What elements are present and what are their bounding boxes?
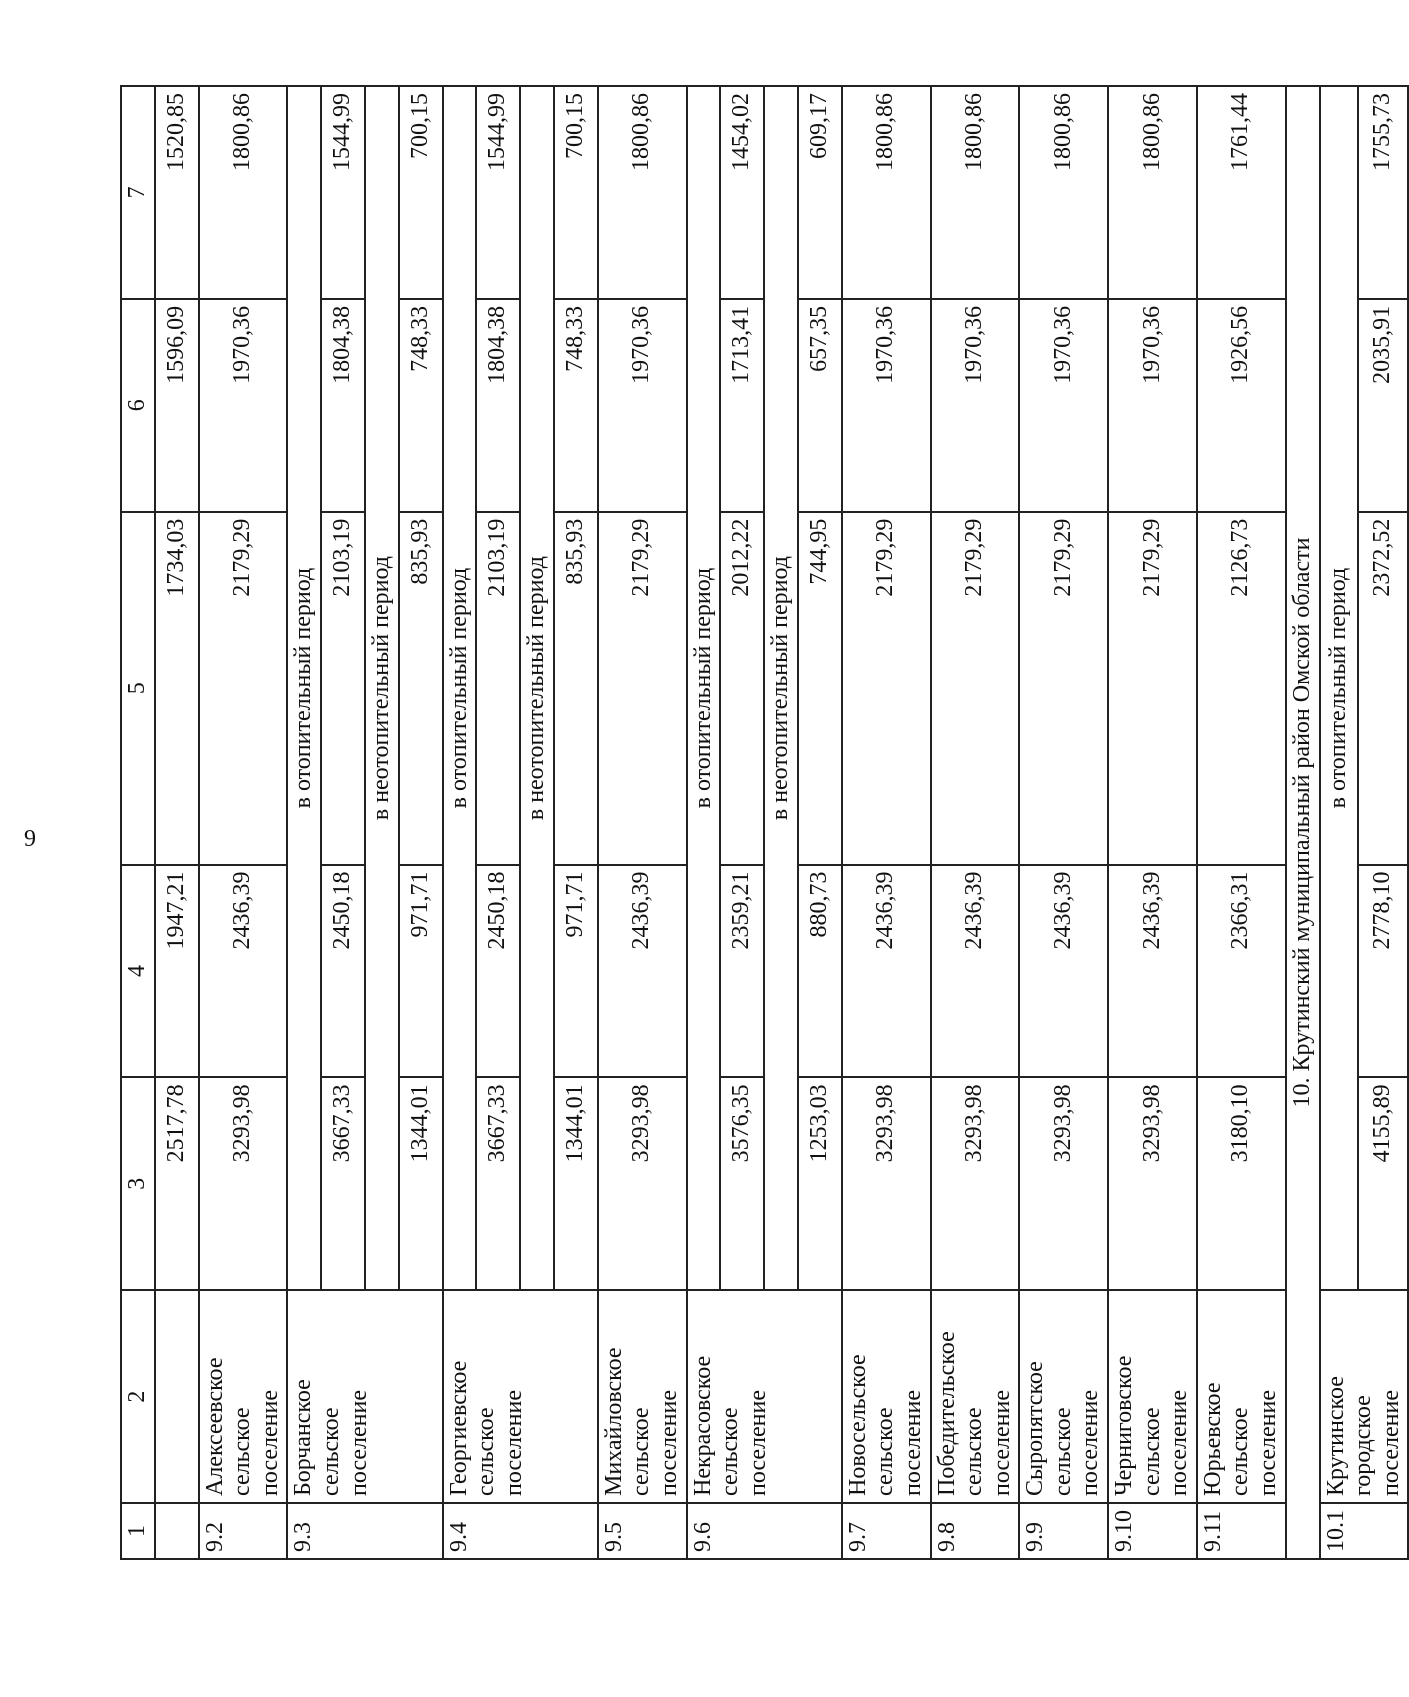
row-number: 9.4 — [443, 1503, 598, 1559]
tariff-value: 880,73 — [798, 865, 842, 1078]
period-row — [287, 86, 321, 1559]
table-row — [155, 86, 199, 1559]
period-label: в неотопительный период — [520, 86, 554, 1290]
tariff-value: 1800,86 — [199, 86, 288, 299]
tariff-value: 3293,98 — [1019, 1077, 1108, 1290]
settlement-name — [155, 1290, 199, 1503]
tariff-value: 1926,56 — [1197, 299, 1286, 512]
tariff-value: 2179,29 — [1019, 512, 1108, 865]
tariff-value: 2179,29 — [1108, 512, 1197, 865]
tariff-value: 971,71 — [554, 865, 598, 1078]
tariff-value: 2179,29 — [842, 512, 931, 865]
period-label: в отопительный период — [287, 86, 321, 1290]
tariff-value: 1804,38 — [476, 299, 520, 512]
settlement-name: Новосельское сельское поселение — [842, 1290, 931, 1503]
row-number: 9.2 — [199, 1503, 288, 1559]
tariff-value: 2035,91 — [1358, 299, 1408, 512]
settlement-name: Борчанское сельское поселение — [287, 1290, 442, 1503]
row-number: 9.3 — [287, 1503, 442, 1559]
section-row — [1286, 86, 1320, 1559]
row-number: 9.5 — [598, 1503, 687, 1559]
tariff-value: 3293,98 — [842, 1077, 931, 1290]
tariff-value: 1800,86 — [1019, 86, 1108, 299]
tariff-value: 3293,98 — [931, 1077, 1020, 1290]
tariff-value: 1800,86 — [931, 86, 1020, 299]
tariff-value: 700,15 — [554, 86, 598, 299]
tariff-value: 744,95 — [798, 512, 842, 865]
tariff-value: 2103,19 — [321, 512, 365, 865]
tariff-value: 2436,39 — [1108, 865, 1197, 1078]
tariff-value: 2366,31 — [1197, 865, 1286, 1078]
header-cell: 2 — [121, 1290, 155, 1503]
period-label: в отопительный период — [443, 86, 477, 1290]
tariff-value: 1454,02 — [720, 86, 764, 299]
tariff-value: 971,71 — [399, 865, 443, 1078]
tariff-value: 2179,29 — [199, 512, 288, 865]
header-cell: 6 — [121, 299, 155, 512]
period-row — [687, 86, 721, 1559]
table-row — [842, 86, 931, 1559]
tariff-value: 1800,86 — [1108, 86, 1197, 299]
tariff-value: 1520,85 — [155, 86, 199, 299]
tariff-table-container — [120, 85, 1404, 1560]
settlement-name: Михайловское сельское поселение — [598, 1290, 687, 1503]
tariff-value: 1344,01 — [554, 1077, 598, 1290]
tariff-value: 748,33 — [554, 299, 598, 512]
period-row — [443, 86, 477, 1559]
tariff-value: 2359,21 — [720, 865, 764, 1078]
tariff-value: 2436,39 — [931, 865, 1020, 1078]
tariff-value: 2436,39 — [1019, 865, 1108, 1078]
tariff-value: 1800,86 — [842, 86, 931, 299]
tariff-value: 1734,03 — [155, 512, 199, 865]
tariff-table-rotated — [120, 85, 1404, 1560]
tariff-value: 700,15 — [399, 86, 443, 299]
tariff-value: 3576,35 — [720, 1077, 764, 1290]
period-label: в неотопительный период — [365, 86, 399, 1290]
settlement-name: Некрасовское сельское поселение — [687, 1290, 842, 1503]
tariff-value: 2450,18 — [476, 865, 520, 1078]
tariff-value: 2103,19 — [476, 512, 520, 865]
tariff-value: 1970,36 — [1019, 299, 1108, 512]
tariff-value: 2450,18 — [321, 865, 365, 1078]
tariff-value: 835,93 — [554, 512, 598, 865]
tariff-value: 1755,73 — [1358, 86, 1408, 299]
page-number — [24, 826, 36, 853]
header-cell: 7 — [121, 86, 155, 299]
tariff-value: 2179,29 — [931, 512, 1020, 865]
row-number: 9.6 — [687, 1503, 842, 1559]
tariff-value: 1544,99 — [321, 86, 365, 299]
tariff-value: 1970,36 — [1108, 299, 1197, 512]
tariff-table-body — [121, 86, 1408, 1559]
row-number — [155, 1503, 199, 1559]
period-label: в отопительный период — [1320, 86, 1358, 1290]
row-number: 10.1 — [1320, 1503, 1409, 1559]
period-label: в неотопительный период — [764, 86, 798, 1290]
tariff-value: 1713,41 — [720, 299, 764, 512]
table-row — [1019, 86, 1108, 1559]
settlement-name: Крутинское городское поселение — [1320, 1290, 1409, 1503]
tariff-value: 2012,22 — [720, 512, 764, 865]
tariff-value: 2778,10 — [1358, 865, 1408, 1078]
tariff-value: 1970,36 — [199, 299, 288, 512]
settlement-name: Сыропятское сельское поселение — [1019, 1290, 1108, 1503]
period-row — [1320, 86, 1358, 1559]
row-number: 9.10 — [1108, 1503, 1197, 1559]
tariff-value: 1253,03 — [798, 1077, 842, 1290]
tariff-value: 2436,39 — [842, 865, 931, 1078]
header-cell: 1 — [121, 1503, 155, 1559]
header-cell: 5 — [121, 512, 155, 865]
settlement-name: Алексеевское сельское поселение — [199, 1290, 288, 1503]
tariff-value: 748,33 — [399, 299, 443, 512]
tariff-value: 3293,98 — [1108, 1077, 1197, 1290]
table-row — [1197, 86, 1286, 1559]
tariff-value: 1947,21 — [155, 865, 199, 1078]
header-row — [121, 86, 155, 1559]
tariff-value: 2372,52 — [1358, 512, 1408, 865]
tariff-value: 3180,10 — [1197, 1077, 1286, 1290]
row-number: 9.8 — [931, 1503, 1020, 1559]
tariff-value: 657,35 — [798, 299, 842, 512]
tariff-value: 2436,39 — [199, 865, 288, 1078]
tariff-value: 1970,36 — [931, 299, 1020, 512]
table-row — [931, 86, 1020, 1559]
tariff-value: 609,17 — [798, 86, 842, 299]
row-number: 9.9 — [1019, 1503, 1108, 1559]
tariff-value: 3667,33 — [321, 1077, 365, 1290]
tariff-value: 1970,36 — [598, 299, 687, 512]
tariff-table — [120, 85, 1409, 1560]
tariff-value: 4155,89 — [1358, 1077, 1408, 1290]
tariff-value: 3667,33 — [476, 1077, 520, 1290]
table-row — [598, 86, 687, 1559]
table-row — [1108, 86, 1197, 1559]
tariff-value: 1761,44 — [1197, 86, 1286, 299]
tariff-value: 2126,73 — [1197, 512, 1286, 865]
settlement-name: Юрьевское сельское поселение — [1197, 1290, 1286, 1503]
page-number-text: 9 — [24, 826, 36, 852]
tariff-value: 3293,98 — [199, 1077, 288, 1290]
row-number: 9.11 — [1197, 1503, 1286, 1559]
tariff-value: 2517,78 — [155, 1077, 199, 1290]
table-row — [199, 86, 288, 1559]
tariff-value: 1596,09 — [155, 299, 199, 512]
settlement-name: Победительское сельское поселение — [931, 1290, 1020, 1503]
section-title: 10. Крутинский муниципальный район Омской области — [1286, 86, 1320, 1559]
tariff-value: 2436,39 — [598, 865, 687, 1078]
settlement-name: Черниговское сельское поселение — [1108, 1290, 1197, 1503]
tariff-value: 2179,29 — [598, 512, 687, 865]
header-cell: 4 — [121, 865, 155, 1078]
tariff-value: 1544,99 — [476, 86, 520, 299]
tariff-value: 1804,38 — [321, 299, 365, 512]
tariff-value: 835,93 — [399, 512, 443, 865]
row-number: 9.7 — [842, 1503, 931, 1559]
tariff-value: 1970,36 — [842, 299, 931, 512]
settlement-name: Георгиевское сельское поселение — [443, 1290, 598, 1503]
tariff-value: 1800,86 — [598, 86, 687, 299]
header-cell: 3 — [121, 1077, 155, 1290]
tariff-value: 1344,01 — [399, 1077, 443, 1290]
period-label: в отопительный период — [687, 86, 721, 1290]
tariff-value: 3293,98 — [598, 1077, 687, 1290]
